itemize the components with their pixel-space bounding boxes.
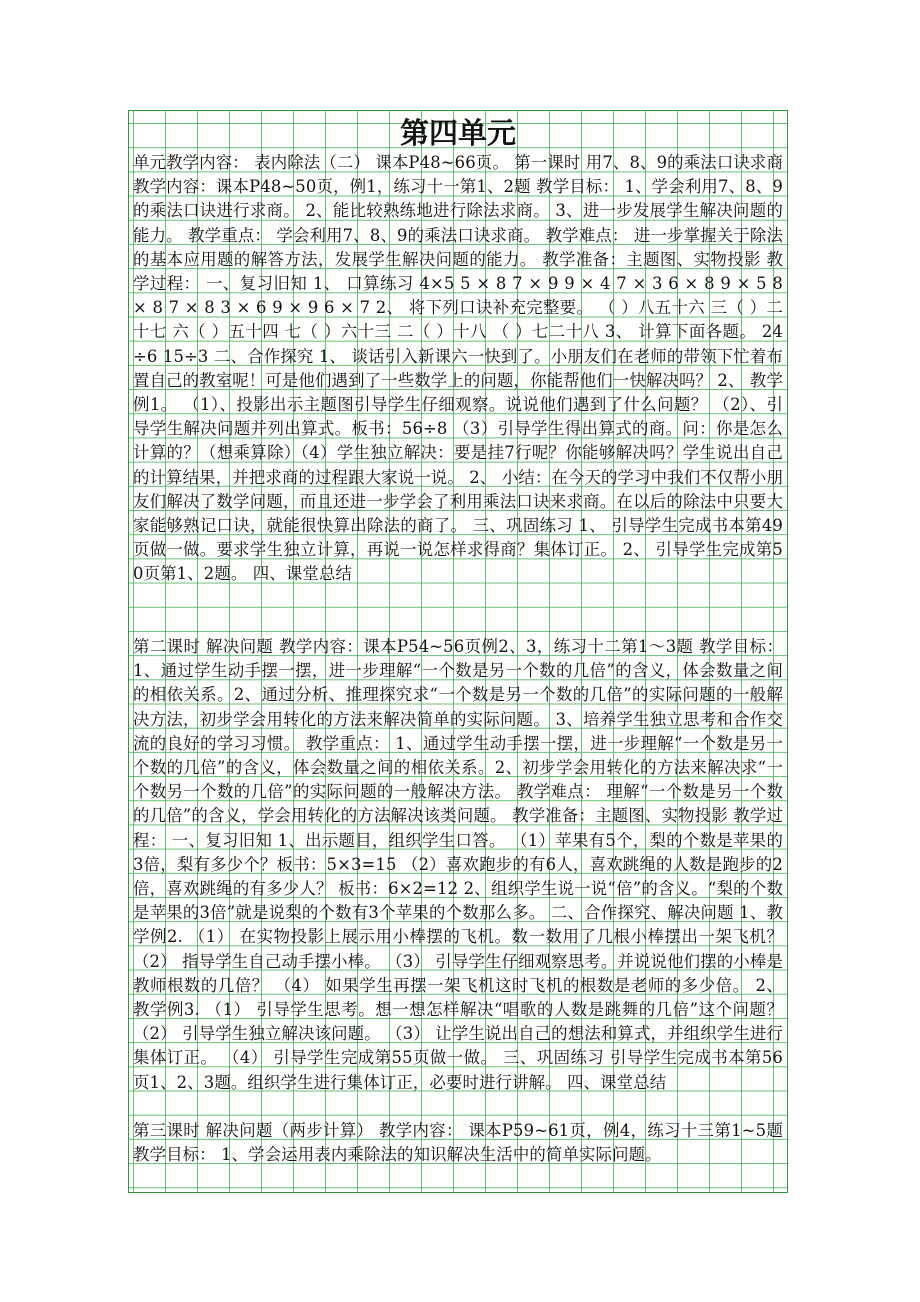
document-page (128, 110, 788, 1193)
unit-title: 第四单元 (399, 116, 516, 150)
lesson-two-text: 第二课时 解决问题 教学内容：课本P54~56页例2、3，练习十二第1～3题 教学目标：1、通过学生动手摆一摆，进一步理解“一个数是另一个数的几倍”的含义，体会数量之间的相依关系。2、通过分析、推理探究求“一个数是另一个数的几倍”的实际问题的一般解决方法，初步学会用转化的方法来解决简单的实际问题。 3、培养学生独立思考和合作交流的良好的学习习惯。 教学重点： 1、通过学生动手摆一摆，进一步理解“一个数是另一个数的几倍”的含义，体会数量之间的相依关系。2、初步学会用转化的方法来解决求“一个数另一个数的几倍”的实际问题的一般解决方法。 教学难点： 理解“一个数是另一个数的几倍”的含义，学会用转化的方法解决该类问题。 教学准备：主题图、实物投影 教学过程： 一、复习旧知 1、出示题目，组织学生口答。 （1）苹果有5个，梨的个数是苹果的3倍，梨有多少个？板书：5×3=15 （2）喜欢跑步的有6人，喜欢跳绳的人数是跑步的2倍，喜欢跳绳的有多少人？ 板书：6×2=12 2、组织学生说一说“倍”的含义。“梨的个数是苹果的3倍”就是说梨的个数有3个苹果的个数那么多。 二、合作探究、解决问题 1、教学例2. （1） 在实物投影上展示用小棒摆的飞机。数一数用了几根小棒摆出一架飞机？ （2） 指导学生自己动手摆小棒。 （3） 引导学生仔细观察思考。并说说他们摆的小棒是教师根数的几倍？ （4） 如果学生再摆一架飞机这时飞机的根数是老师的多少倍。 2、 教学例3. （1） 引导学生思考。想一想怎样解决“唱歌的人数是跳舞的几倍”这个问题？ （2） 引导学生独立解决该问题。 （3） 让学生说出自己的想法和算式，并组织学生进行集体订正。 （4） 引导学生完成第55页做一做。 三、巩固练习 引导学生完成书本第56页1、2、3题。组织学生进行集体订正，必要时进行讲解。 四、课堂总结 (133, 637, 783, 1092)
lesson-one-text: 单元教学内容： 表内除法（二） 课本P48~66页。 第一课时 用7、8、9的乘法口诀求商 教学内容：课本P48~50页，例1，练习十一第1、2题 教学目标： 1、学会利用7、8、9的乘法口诀进行求商。 2、能比较熟练地进行除法求商。 3、进一步发展学生解决问题的能力。 教学重点： 学会利用7、8、9的乘法口诀求商。 教学难点： 进一步掌握关于除法的基本应用题的解答方法，发展学生解决问题的能力。 教学准备：主题图、实物投影 教学过程： 一、复习旧知 1、 口算练习 4×5 5 × 8 7 × 9 9 × 4 7 × 3 6 × 8 9 × 5 8 × 8 7 × 8 3 × 6 9 × 9 6 × 7 2、 将下列口诀补充完整要。 （ ）八五十六 三（ ）二十七 六（ ）五十四 七（ ）六十三 二（ ）十八 （ ）七二十八 3、 计算下面各题。 24÷6 15÷3 二、合作探究 1、 谈话引入新课六一快到了。小朋友们在老师的带领下忙着布置自己的教室呢！可是他们遇到了一些数学上的问题，你能帮他们一快解决吗？ 2、 教学例1。 （1）、投影出示主题图引导学生仔细观察。说说他们遇到了什么问题？ （2）、引导学生解决问题并列出算式。板书：56÷8 （3）引导学生得出算式的商。问：你是怎么计算的？（想乘算除）（4）学生独立解决：要是挂7行呢？你能够解决吗？学生说出自己的计算结果，并把求商的过程跟大家说一说。 2、 小结：在今天的学习中我们不仅帮小朋友们解决了数学问题，而且还进一步学会了利用乘法口诀来求商。在以后的除法中只要大家能够熟记口诀，就能很快算出除法的商了。 三、巩固练习 1、 引导学生完成书本第49页做一做。要求学生独立计算，再说一说怎样求得商？集体订正。 2、 引导学生完成第50页第1、2题。 四、课堂总结 (133, 153, 783, 584)
lesson-three-text: 第三课时 解决问题（两步计算） 教学内容： 课本P59~61页，例4，练习十三第1~5题 教学目标： 1、学会运用表内乘除法的知识解决生活中的简单实际问题。 (133, 1121, 783, 1165)
